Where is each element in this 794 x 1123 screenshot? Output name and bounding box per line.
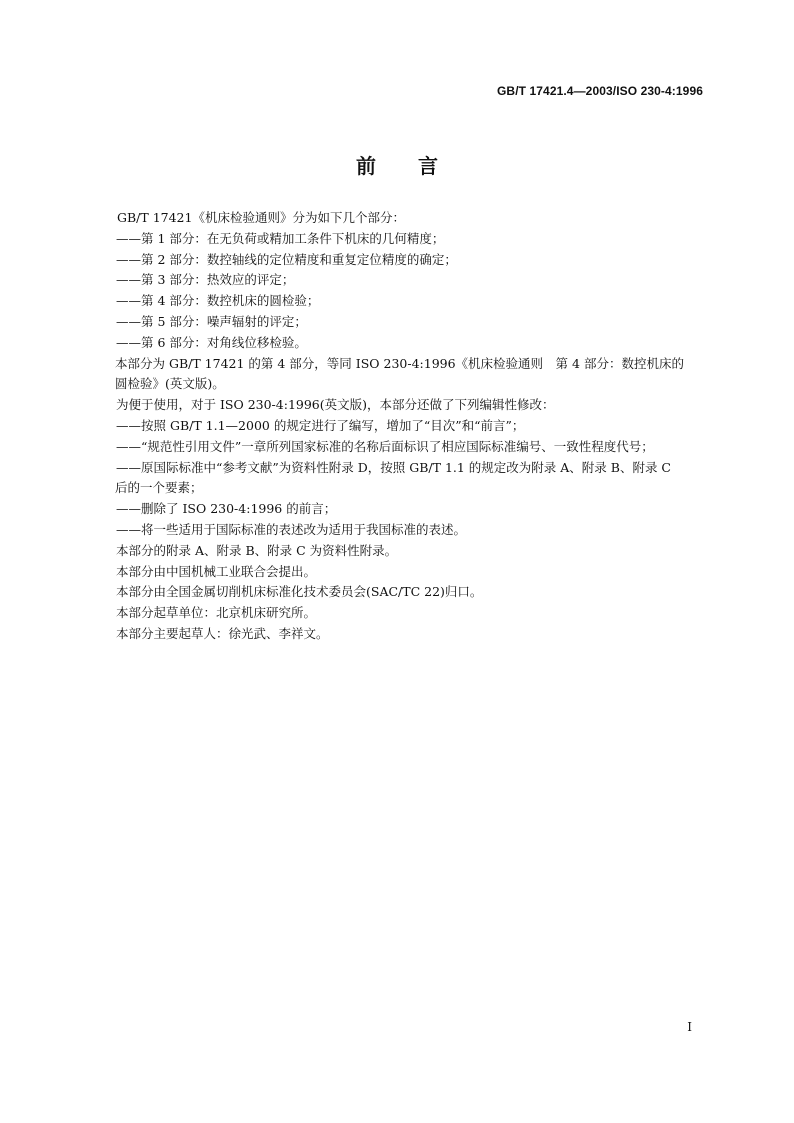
page-number: I: [687, 1020, 692, 1034]
proposer-statement: 本部分由中国机械工业联合会提出。: [116, 563, 317, 579]
part-list-item-5: ——第 5 部分：噪声辐射的评定；: [116, 313, 307, 329]
title-char-1: 前: [356, 154, 376, 178]
part-list-item-3: ——第 3 部分：热效应的评定；: [116, 272, 295, 288]
edit-list-item-4: ——删除了 ISO 230-4:1996 的前言；: [116, 501, 337, 517]
drafting-unit-statement: 本部分起草单位：北京机床研究所。: [116, 605, 317, 621]
standard-number-header: GB/T 17421.4—2003/ISO 230-4:1996: [497, 84, 703, 98]
committee-statement: 本部分由全国金属切削机床标准化技术委员会(SAC/TC 22)归口。: [116, 584, 483, 600]
edit-list-item-3: ——原国际标准中“参考文献”为资料性附录 D，按照 GB/T 1.1 的规定改为附录 A、附录 B、附录 C: [116, 459, 671, 475]
edit-list-item-3-continued: 后的一个要素；: [115, 480, 203, 496]
edit-list-item-2: ——“规范性引用文件”一章所列国家标准的名称后面标识了相应国际标准编号、一致性程度代号；: [116, 438, 654, 454]
page-title: [0, 152, 794, 180]
part-list-item-4: ——第 4 部分：数控机床的圆检验；: [116, 293, 320, 309]
intro-paragraph: GB/T 17421《机床检验通则》分为如下几个部分：: [117, 210, 405, 225]
part-list-item-1: ——第 1 部分：在无负荷或精加工条件下机床的几何精度；: [116, 230, 445, 246]
title-char-2: 言: [418, 154, 438, 178]
part-list-item-6: ——第 6 部分：对角线位移检验。: [116, 334, 307, 350]
edit-list-item-5: ——将一些适用于国际标准的表述改为适用于我国标准的表述。: [116, 521, 467, 537]
equivalence-paragraph-line-2: 圆检验》(英文版)。: [115, 376, 225, 392]
drafters-statement: 本部分主要起草人：徐光武、李祥文。: [116, 625, 329, 641]
foreword-body: [116, 208, 706, 645]
annex-statement: 本部分的附录 A、附录 B、附录 C 为资料性附录。: [116, 542, 398, 558]
equivalence-paragraph-line-1: 本部分为 GB/T 17421 的第 4 部分，等同 ISO 230-4:1996《机床检验通则 第 4 部分：数控机床的: [115, 355, 684, 371]
part-list-item-2: ——第 2 部分：数控轴线的定位精度和重复定位精度的确定；: [116, 251, 457, 267]
edit-intro-paragraph: 为便于使用，对于 ISO 230-4:1996(英文版)，本部分还做了下列编辑性修改：: [116, 397, 555, 413]
edit-list-item-1: ——按照 GB/T 1.1—2000 的规定进行了编写，增加了“目次”和“前言”；: [116, 417, 525, 433]
